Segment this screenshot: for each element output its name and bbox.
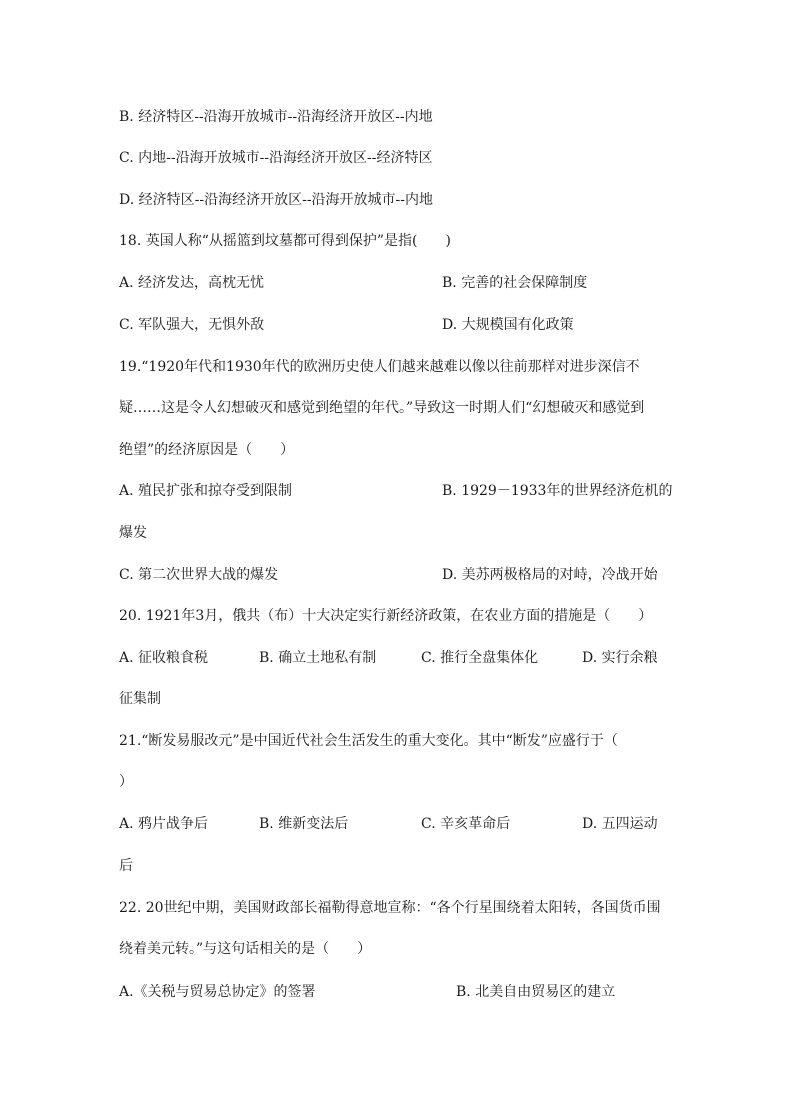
q19-option-b: B. 1929－1933年的世界经济危机的 xyxy=(442,483,673,499)
q19-stem-line2: 疑……这是令人幻想破灭和感觉到绝望的年代。”导致这一时期人们“幻想破灭和感觉到 xyxy=(119,400,645,416)
q17-option-b: B. 经济特区--沿海开放城市--沿海经济开放区--内地 xyxy=(119,109,433,125)
q19-stem-line1: 19.“1920年代和1930年代的欧洲历史使人们越来越难以像以往前那样对进步深信不 xyxy=(119,359,640,375)
q22-option-a: A.《关税与贸易总协定》的签署 xyxy=(119,984,316,1000)
q21-stem-line1: 21.“断发易服改元”是中国近代社会生活发生的重大变化。其中“断发”应盛行于（ xyxy=(119,733,618,749)
q22-option-b: B. 北美自由贸易区的建立 xyxy=(456,984,616,1000)
q20-option-b: B. 确立土地私有制 xyxy=(259,650,377,666)
q20-option-d-wrap: 征集制 xyxy=(119,691,161,707)
q18-option-d: D. 大规模国有化政策 xyxy=(442,317,574,333)
q21-option-b: B. 维新变法后 xyxy=(259,816,349,832)
q19-option-c: C. 第二次世界大战的爆发 xyxy=(119,567,279,583)
q21-option-d-wrap: 后 xyxy=(119,858,133,874)
q17-option-c: C. 内地--沿海开放城市--沿海经济开放区--经济特区 xyxy=(119,150,433,166)
q19-stem-line3: 绝望”的经济原因是（ ） xyxy=(119,442,295,458)
q20-option-a: A. 征收粮食税 xyxy=(119,650,209,666)
q20-option-c: C. 推行全盘集体化 xyxy=(421,650,539,666)
q19-option-d: D. 美苏两极格局的对峙，冷战开始 xyxy=(442,567,658,583)
q20-stem: 20. 1921年3月，俄共（布）十大决定实行新经济政策，在农业方面的措施是（ ） xyxy=(119,608,653,624)
q20-option-d: D. 实行余粮 xyxy=(582,650,658,666)
q21-option-a: A. 鸦片战争后 xyxy=(119,816,209,832)
q22-stem-line1: 22. 20世纪中期，美国财政部长福勒得意地宣称：“各个行星围绕着太阳转，各国货币围 xyxy=(119,900,661,916)
q21-stem-line2: ） xyxy=(119,774,133,790)
q17-option-d: D. 经济特区--沿海经济开放区--沿海开放城市--内地 xyxy=(119,192,434,208)
q18-stem: 18. 英国人称“从摇篮到坟墓都可得到保护”是指( ) xyxy=(119,233,451,249)
q18-option-c: C. 军队强大，无惧外敌 xyxy=(119,317,265,333)
q18-option-a: A. 经济发达，高枕无忧 xyxy=(119,275,265,291)
q19-option-a: A. 殖民扩张和掠夺受到限制 xyxy=(119,483,293,499)
q21-option-d: D. 五四运动 xyxy=(582,816,658,832)
q21-option-c: C. 辛亥革命后 xyxy=(421,816,511,832)
q19-option-b-wrap: 爆发 xyxy=(119,525,147,541)
q18-option-b: B. 完善的社会保障制度 xyxy=(442,275,588,291)
q22-stem-line2: 绕着美元转。”与这句话相关的是（ ） xyxy=(119,941,372,957)
